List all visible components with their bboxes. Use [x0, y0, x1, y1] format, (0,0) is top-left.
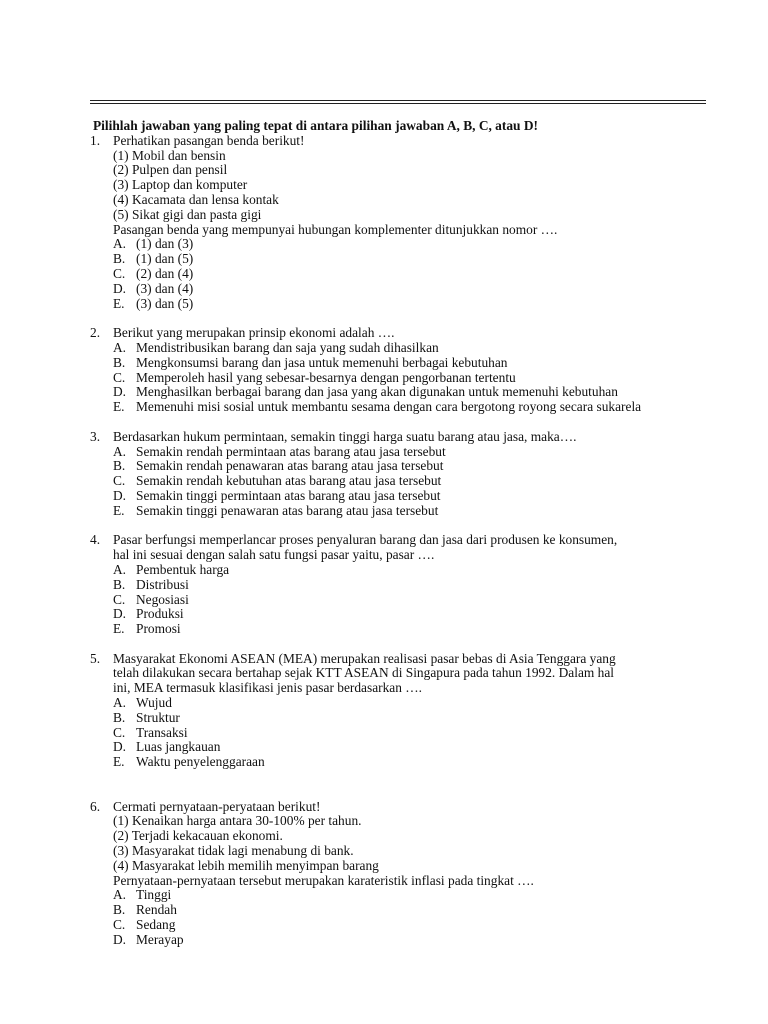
answer-option[interactable]	[90, 711, 706, 726]
answer-option[interactable]	[90, 563, 706, 578]
option-text: Produksi	[136, 606, 184, 622]
option-letter: D.	[113, 384, 127, 400]
question-5	[90, 652, 706, 770]
statement-item: (3) Laptop dan komputer	[113, 177, 248, 193]
question-number: 3.	[90, 428, 101, 444]
statement-item: (2) Terjadi kekacauan ekonomi.	[113, 828, 283, 844]
option-letter: E.	[113, 295, 125, 311]
answer-option[interactable]	[90, 740, 706, 755]
option-letter: B.	[113, 709, 126, 725]
question-prompt: Pernyataan-pernyataan tersebut merupakan karateristik inflasi pada tingkat ….	[113, 872, 534, 888]
option-letter: C.	[113, 369, 126, 385]
option-letter: B.	[113, 458, 126, 474]
answer-option[interactable]	[90, 489, 706, 504]
option-letter: B.	[113, 354, 126, 370]
option-letter: D.	[113, 606, 127, 622]
statement-item: (3) Masyarakat tidak lagi menabung di bank.	[113, 843, 354, 859]
answer-option[interactable]	[90, 918, 706, 933]
answer-option[interactable]	[90, 474, 706, 489]
question-2	[90, 326, 706, 415]
answer-option[interactable]	[90, 593, 706, 608]
question-stem: Masyarakat Ekonomi ASEAN (MEA) merupakan realisasi pasar bebas di Asia Tenggara yang	[113, 650, 616, 666]
option-text: (1) dan (3)	[136, 236, 194, 252]
option-letter: A.	[113, 695, 127, 711]
option-text: (3) dan (5)	[136, 295, 194, 311]
answer-option[interactable]	[90, 356, 706, 371]
option-letter: C.	[113, 591, 126, 607]
answer-option[interactable]	[90, 267, 706, 282]
question-number: 4.	[90, 532, 101, 548]
option-text: Negosiasi	[136, 591, 189, 607]
statement-item: (2) Pulpen dan pensil	[113, 162, 228, 178]
option-letter: B.	[113, 576, 126, 592]
option-text: (3) dan (4)	[136, 280, 194, 296]
option-letter: D.	[113, 280, 127, 296]
header-rule-top	[90, 100, 706, 101]
question-stem: Perhatikan pasangan benda berikut!	[113, 132, 305, 148]
option-text: Waktu penyelenggaraan	[136, 754, 265, 770]
option-text: Struktur	[136, 709, 180, 725]
question-number: 2.	[90, 325, 101, 341]
question-stem: Pasar berfungsi memperlancar proses penyaluran barang dan jasa dari produsen ke konsumen,	[113, 532, 618, 548]
question-number: 1.	[90, 132, 101, 148]
answer-option[interactable]	[90, 282, 706, 297]
question-1	[90, 134, 706, 312]
answer-option[interactable]	[90, 622, 706, 637]
option-text: Promosi	[136, 621, 181, 637]
question-3	[90, 430, 706, 519]
statement-item: (1) Kenaikan harga antara 30-100% per tahun.	[113, 813, 362, 829]
option-letter: B.	[113, 251, 126, 267]
option-text: Memenuhi misi sosial untuk membantu sesama dengan cara bergotong royong secara sukarela	[136, 399, 642, 415]
option-letter: C.	[113, 917, 126, 933]
option-letter: C.	[113, 265, 126, 281]
answer-option[interactable]	[90, 696, 706, 711]
option-letter: E.	[113, 502, 125, 518]
answer-option[interactable]	[90, 252, 706, 267]
option-text: Menghasilkan berbagai barang dan jasa yang akan digunakan untuk memenuhi kebutuhan	[136, 384, 618, 400]
statement-item: (5) Sikat gigi dan pasta gigi	[113, 206, 262, 222]
option-text: Semakin rendah kebutuhan atas barang atau jasa tersebut	[136, 473, 442, 489]
answer-option[interactable]	[90, 504, 706, 519]
option-letter: B.	[113, 902, 126, 918]
answer-option[interactable]	[90, 385, 706, 400]
option-letter: A.	[113, 236, 127, 252]
question-stem: Berdasarkan hukum permintaan, semakin tinggi harga suatu barang atau jasa, maka….	[113, 428, 577, 444]
option-letter: C.	[113, 473, 126, 489]
option-text: Mengkonsumsi barang dan jasa untuk memenuhi berbagai kebutuhan	[136, 354, 508, 370]
option-letter: C.	[113, 724, 126, 740]
question-stem: Berikut yang merupakan prinsip ekonomi adalah ….	[113, 325, 395, 341]
statement-item: (4) Kacamata dan lensa kontak	[113, 191, 279, 207]
question-number: 5.	[90, 650, 101, 666]
exam-document	[90, 119, 706, 948]
answer-option[interactable]	[90, 237, 706, 252]
answer-option[interactable]	[90, 726, 706, 741]
option-letter: E.	[113, 621, 125, 637]
option-text: Semakin tinggi penawaran atas barang atau jasa tersebut	[136, 502, 439, 518]
answer-option[interactable]	[90, 888, 706, 903]
option-text: Merayap	[136, 931, 184, 947]
option-letter: A.	[113, 887, 127, 903]
answer-option[interactable]	[90, 755, 706, 770]
option-text: (1) dan (5)	[136, 251, 194, 267]
option-text: Wujud	[136, 695, 172, 711]
answer-option[interactable]	[90, 400, 706, 415]
option-text: Rendah	[136, 902, 177, 918]
option-letter: D.	[113, 739, 127, 755]
option-letter: A.	[113, 339, 127, 355]
option-text: Semakin tinggi permintaan atas barang atau jasa tersebut	[136, 487, 441, 503]
option-text: Semakin rendah penawaran atas barang atau jasa tersebut	[136, 458, 444, 474]
statement-item: (1) Mobil dan bensin	[113, 147, 226, 163]
question-stem: Cermati pernyataan-peryataan berikut!	[113, 798, 321, 814]
answer-option[interactable]	[90, 341, 706, 356]
answer-option[interactable]	[90, 459, 706, 474]
question-prompt: Pasangan benda yang mempunyai hubungan komplementer ditunjukkan nomor ….	[113, 221, 558, 237]
question-stem-line: telah dilakukan secara bertahap sejak KTT ASEAN di Singapura pada tahun 1992. Dalam hal	[113, 665, 615, 681]
answer-option[interactable]	[90, 903, 706, 918]
answer-option[interactable]	[90, 607, 706, 622]
header-rule-bottom	[90, 103, 706, 104]
option-letter: E.	[113, 399, 125, 415]
answer-option[interactable]	[90, 445, 706, 460]
option-text: Sedang	[136, 917, 176, 933]
statement-item: (4) Masyarakat lebih memilih menyimpan barang	[113, 857, 379, 873]
option-text: Mendistribusikan barang dan saja yang sudah dihasilkan	[136, 339, 439, 355]
question-number: 6.	[90, 798, 101, 814]
option-letter: D.	[113, 931, 127, 947]
option-text: Tinggi	[136, 887, 172, 903]
instruction-text: Pilihlah jawaban yang paling tepat di antara pilihan jawaban A, B, C, atau D!	[93, 118, 538, 133]
option-text: Semakin rendah permintaan atas barang atau jasa tersebut	[136, 443, 446, 459]
question-6	[90, 800, 706, 948]
answer-option[interactable]	[90, 578, 706, 593]
option-letter: A.	[113, 561, 127, 577]
option-text: Pembentuk harga	[136, 561, 230, 577]
option-letter: A.	[113, 443, 127, 459]
question-4	[90, 533, 706, 637]
answer-option[interactable]	[90, 933, 706, 948]
answer-option[interactable]	[90, 297, 706, 312]
question-stem-line: ini, MEA termasuk klasifikasi jenis pasar berdasarkan ….	[113, 680, 423, 696]
option-text: Transaksi	[136, 724, 188, 740]
option-text: Distribusi	[136, 576, 189, 592]
option-text: (2) dan (4)	[136, 265, 194, 281]
answer-option[interactable]	[90, 371, 706, 386]
option-text: Luas jangkauan	[136, 739, 221, 755]
option-letter: D.	[113, 487, 127, 503]
option-text: Memperoleh hasil yang sebesar-besarnya dengan pengorbanan tertentu	[136, 369, 516, 385]
option-letter: E.	[113, 754, 125, 770]
question-stem-line: hal ini sesuai dengan salah satu fungsi pasar yaitu, pasar ….	[113, 547, 435, 563]
